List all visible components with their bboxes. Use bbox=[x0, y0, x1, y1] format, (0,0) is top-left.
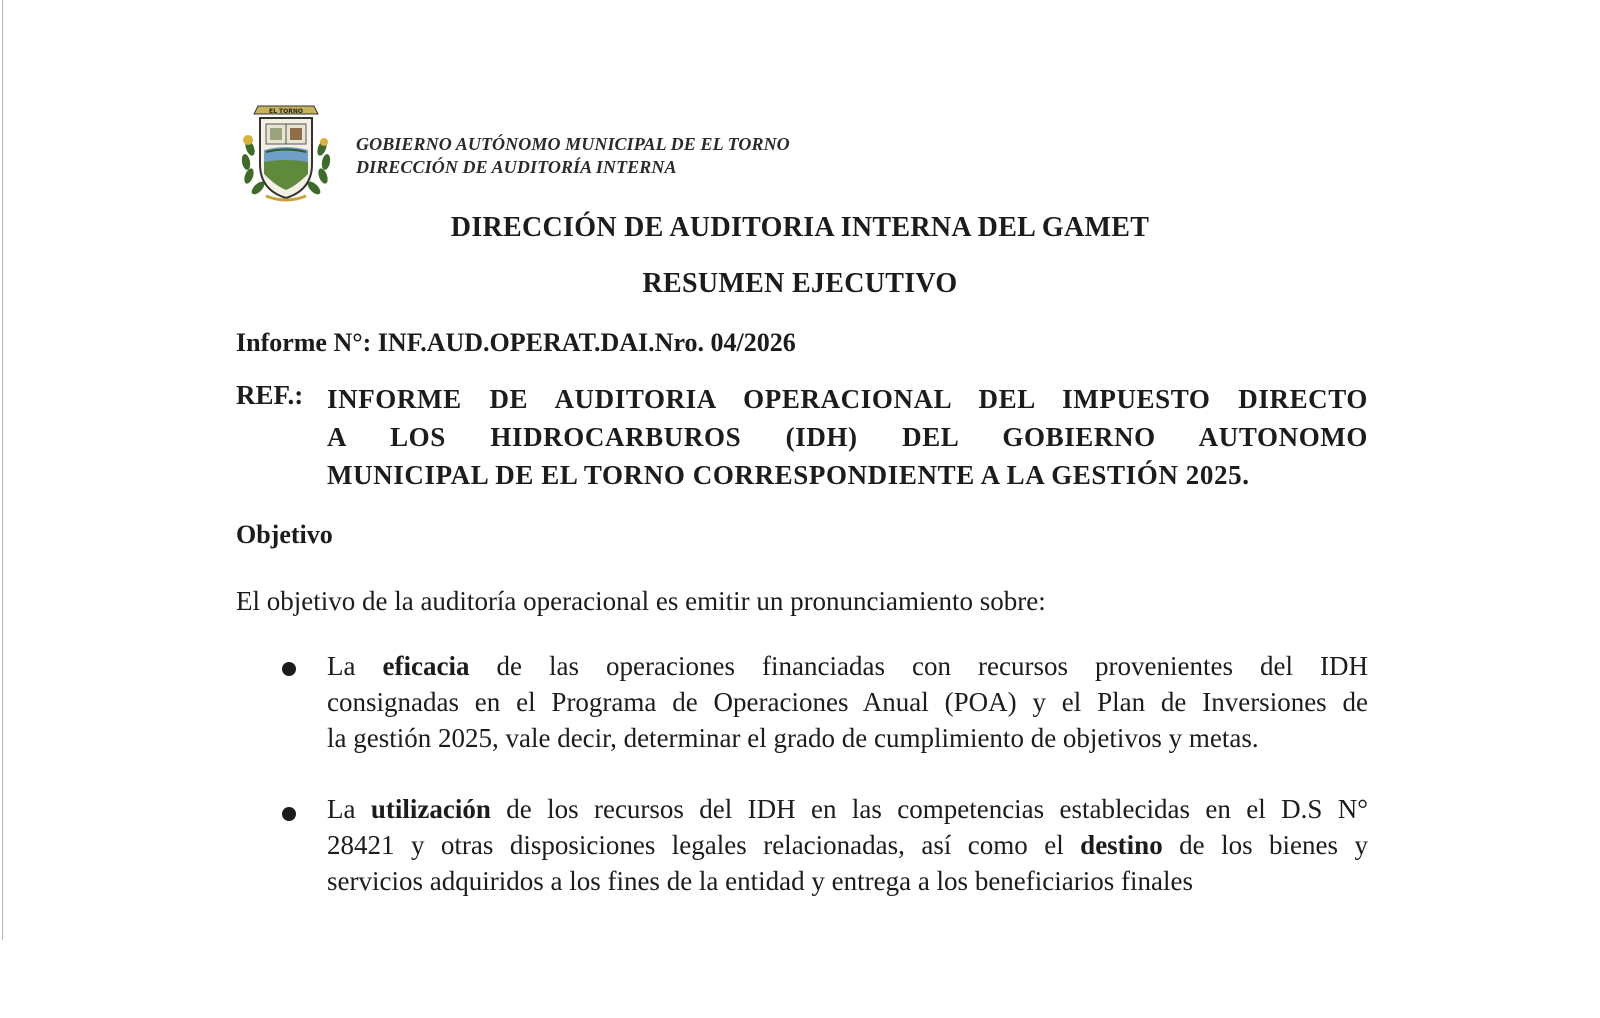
bullet-line bbox=[327, 827, 1368, 863]
document-subtitle: RESUMEN EJECUTIVO bbox=[642, 268, 958, 299]
bullet-prefix: La bbox=[327, 651, 383, 681]
page-edge bbox=[2, 0, 3, 940]
bullet-emphasis: utilización bbox=[370, 794, 491, 824]
bullet-emphasis-destino: destino bbox=[1080, 830, 1163, 860]
reference-line: INFORME DE AUDITORIA OPERACIONAL DEL IMPUESTO DIRECTO bbox=[327, 384, 1368, 414]
document-title: DIRECCIÓN DE AUDITORIA INTERNA DEL GAMET bbox=[450, 212, 1150, 243]
bullet-emphasis: eficacia bbox=[382, 651, 470, 681]
reference-line: MUNICIPAL DE EL TORNO CORRESPONDIENTE A LA GESTIÓN 2025. bbox=[327, 460, 1250, 490]
bullet-line-end: de los bienes y bbox=[1162, 830, 1368, 860]
municipal-coat-of-arms-logo bbox=[236, 100, 336, 204]
bullet-line bbox=[327, 791, 1368, 827]
organization-name: GOBIERNO AUTÓNOMO MUNICIPAL DE EL TORNO bbox=[356, 134, 790, 154]
bullet-prefix: La bbox=[327, 794, 371, 824]
logo-banner-text: EL TORNO bbox=[269, 108, 303, 115]
objective-intro: El objetivo de la auditoría operacional es emitir un pronunciamiento sobre: bbox=[236, 586, 1046, 616]
organization-header bbox=[356, 133, 790, 179]
reference-text bbox=[327, 380, 1368, 494]
bullet-dot bbox=[282, 662, 296, 676]
bullet-item-utilizacion bbox=[327, 791, 1368, 899]
bullet-line-start: 28421 y otras disposiciones legales relacionadas, así como el bbox=[327, 830, 1081, 860]
bullet-line: servicios adquiridos a los fines de la entidad y entrega a los beneficiarios finales bbox=[327, 866, 1193, 896]
bullet-line: consignadas en el Programa de Operaciones Anual (POA) y el Plan de Inversiones de bbox=[327, 687, 1368, 717]
reference-line: A LOS HIDROCARBUROS (IDH) DEL GOBIERNO AUTONOMO bbox=[327, 422, 1368, 452]
bullet-line: la gestión 2025, vale decir, determinar el grado de cumplimiento de objetivos y metas. bbox=[327, 723, 1259, 753]
bullet-item-eficacia bbox=[327, 648, 1368, 756]
department-name: DIRECCIÓN DE AUDITORÍA INTERNA bbox=[356, 157, 677, 177]
bullet-dot bbox=[282, 807, 296, 821]
bullet-line bbox=[327, 648, 1368, 684]
bullet-line-rest: de los recursos del IDH en las competencias establecidas en el D.S N° bbox=[490, 794, 1368, 824]
objective-heading: Objetivo bbox=[236, 520, 333, 549]
report-number: Informe N°: INF.AUD.OPERAT.DAI.Nro. 04/2026 bbox=[236, 328, 796, 357]
bullet-line-rest: de las operaciones financiadas con recursos provenientes del IDH bbox=[469, 651, 1368, 681]
reference-label: REF.: bbox=[236, 380, 304, 410]
